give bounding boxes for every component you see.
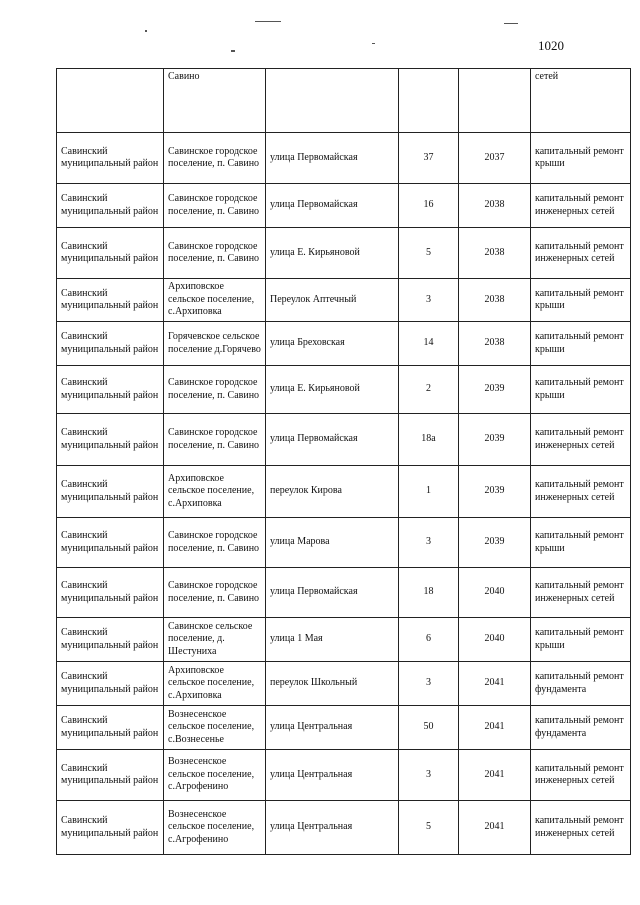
- settlement-cell: Архиповское сельское поселение, с.Архиповка: [164, 279, 266, 322]
- year-cell: 2039: [459, 414, 531, 466]
- work-type-cell: капитальный ремонт крыши: [531, 322, 631, 366]
- work-type-cell: капитальный ремонт инженерных сетей: [531, 750, 631, 801]
- settlement-cell: Вознесенское сельское поселение, с.Вознесенье: [164, 706, 266, 750]
- page-number: 1020: [538, 38, 564, 53]
- district-cell: Савинский муниципальный район: [57, 662, 164, 706]
- year-cell: 2038: [459, 184, 531, 228]
- work-type-cell: капитальный ремонт инженерных сетей: [531, 801, 631, 855]
- year-cell: 2041: [459, 801, 531, 855]
- scan-speck: [372, 43, 375, 44]
- district-cell: Савинский муниципальный район: [57, 133, 164, 184]
- settlement-cell: Савинское городское поселение, п. Савино: [164, 568, 266, 618]
- year-cell: 2039: [459, 366, 531, 414]
- settlement-cell: Савинское городское поселение, п. Савино: [164, 184, 266, 228]
- house-number-cell: 5: [399, 801, 459, 855]
- carryover-settlement-cell: Савино: [164, 69, 266, 133]
- settlement-cell: Вознесенское сельское поселение, с.Агрофенино: [164, 750, 266, 801]
- work-type-cell: капитальный ремонт фундамента: [531, 662, 631, 706]
- district-cell: Савинский муниципальный район: [57, 568, 164, 618]
- year-cell: 2038: [459, 228, 531, 279]
- street-cell: улица Первомайская: [266, 184, 399, 228]
- year-cell: 2039: [459, 466, 531, 518]
- house-number-cell: 16: [399, 184, 459, 228]
- year-cell: 2040: [459, 568, 531, 618]
- district-cell: Савинский муниципальный район: [57, 801, 164, 855]
- work-type-cell: капитальный ремонт крыши: [531, 518, 631, 568]
- house-number-cell: 1: [399, 466, 459, 518]
- house-number-cell: 5: [399, 228, 459, 279]
- street-cell: улица Центральная: [266, 801, 399, 855]
- table-row: [57, 466, 631, 518]
- settlement-cell: Савинское городское поселение, п. Савино: [164, 133, 266, 184]
- settlement-cell: Савинское сельское поселение, д. Шестуниха: [164, 618, 266, 662]
- district-cell: Савинский муниципальный район: [57, 618, 164, 662]
- house-number-cell: 37: [399, 133, 459, 184]
- repair-schedule-table: [56, 68, 631, 855]
- street-cell: улица Центральная: [266, 706, 399, 750]
- house-number-cell: 18: [399, 568, 459, 618]
- work-type-cell: капитальный ремонт крыши: [531, 279, 631, 322]
- carryover-work-cell: сетей: [531, 69, 631, 133]
- work-type-cell: капитальный ремонт инженерных сетей: [531, 414, 631, 466]
- house-number-cell: 3: [399, 279, 459, 322]
- settlement-cell: Савинское городское поселение, п. Савино: [164, 518, 266, 568]
- table-row: [57, 279, 631, 322]
- table-row: [57, 228, 631, 279]
- settlement-cell: Савинское городское поселение, п. Савино: [164, 366, 266, 414]
- house-number-cell: 3: [399, 662, 459, 706]
- carryover-year-cell: [459, 69, 531, 133]
- year-cell: 2041: [459, 706, 531, 750]
- street-cell: переулок Школьный: [266, 662, 399, 706]
- settlement-cell: Савинское городское поселение, п. Савино: [164, 228, 266, 279]
- district-cell: Савинский муниципальный район: [57, 466, 164, 518]
- table-row: [57, 662, 631, 706]
- table-body: [57, 69, 631, 855]
- house-number-cell: 6: [399, 618, 459, 662]
- table-row: [57, 706, 631, 750]
- work-type-cell: капитальный ремонт крыши: [531, 133, 631, 184]
- year-cell: 2041: [459, 662, 531, 706]
- settlement-cell: Савинское городское поселение, п. Савино: [164, 414, 266, 466]
- year-cell: 2041: [459, 750, 531, 801]
- house-number-cell: 2: [399, 366, 459, 414]
- house-number-cell: 14: [399, 322, 459, 366]
- street-cell: улица Центральная: [266, 750, 399, 801]
- street-cell: улица Бреховская: [266, 322, 399, 366]
- carryover-row: [57, 69, 631, 133]
- work-type-cell: капитальный ремонт инженерных сетей: [531, 184, 631, 228]
- district-cell: Савинский муниципальный район: [57, 414, 164, 466]
- table-row: [57, 568, 631, 618]
- table-row: [57, 322, 631, 366]
- table-row: [57, 801, 631, 855]
- settlement-cell: Вознесенское сельское поселение, с.Агрофенино: [164, 801, 266, 855]
- scan-speck: [255, 21, 281, 22]
- street-cell: улица Первомайская: [266, 414, 399, 466]
- street-cell: улица Марова: [266, 518, 399, 568]
- table-row: [57, 414, 631, 466]
- scan-speck: [145, 30, 147, 32]
- work-type-cell: капитальный ремонт фундамента: [531, 706, 631, 750]
- district-cell: Савинский муниципальный район: [57, 706, 164, 750]
- table-row: [57, 133, 631, 184]
- street-cell: улица 1 Мая: [266, 618, 399, 662]
- year-cell: 2038: [459, 322, 531, 366]
- street-cell: Переулок Аптечный: [266, 279, 399, 322]
- table-row: [57, 518, 631, 568]
- work-type-cell: капитальный ремонт крыши: [531, 366, 631, 414]
- district-cell: Савинский муниципальный район: [57, 518, 164, 568]
- year-cell: 2037: [459, 133, 531, 184]
- table-row: [57, 618, 631, 662]
- carryover-district-cell: [57, 69, 164, 133]
- street-cell: улица Первомайская: [266, 133, 399, 184]
- year-cell: 2038: [459, 279, 531, 322]
- house-number-cell: 3: [399, 750, 459, 801]
- year-cell: 2040: [459, 618, 531, 662]
- district-cell: Савинский муниципальный район: [57, 184, 164, 228]
- house-number-cell: 50: [399, 706, 459, 750]
- scan-speck: [231, 50, 235, 52]
- district-cell: Савинский муниципальный район: [57, 322, 164, 366]
- house-number-cell: 18а: [399, 414, 459, 466]
- work-type-cell: капитальный ремонт инженерных сетей: [531, 228, 631, 279]
- district-cell: Савинский муниципальный район: [57, 228, 164, 279]
- district-cell: Савинский муниципальный район: [57, 366, 164, 414]
- carryover-street-cell: [266, 69, 399, 133]
- district-cell: Савинский муниципальный район: [57, 279, 164, 322]
- year-cell: 2039: [459, 518, 531, 568]
- street-cell: улица Первомайская: [266, 568, 399, 618]
- street-cell: переулок Кирова: [266, 466, 399, 518]
- scan-speck: [504, 23, 518, 24]
- settlement-cell: Горячевское сельское поселение д.Горячево: [164, 322, 266, 366]
- table-row: [57, 366, 631, 414]
- work-type-cell: капитальный ремонт инженерных сетей: [531, 568, 631, 618]
- settlement-cell: Архиповское сельское поселение, с.Архиповка: [164, 466, 266, 518]
- street-cell: улица Е. Кирьяновой: [266, 228, 399, 279]
- house-number-cell: 3: [399, 518, 459, 568]
- carryover-house-cell: [399, 69, 459, 133]
- settlement-cell: Архиповское сельское поселение, с.Архиповка: [164, 662, 266, 706]
- table-row: [57, 750, 631, 801]
- district-cell: Савинский муниципальный район: [57, 750, 164, 801]
- work-type-cell: капитальный ремонт инженерных сетей: [531, 466, 631, 518]
- table-row: [57, 184, 631, 228]
- work-type-cell: капитальный ремонт крыши: [531, 618, 631, 662]
- street-cell: улица Е. Кирьяновой: [266, 366, 399, 414]
